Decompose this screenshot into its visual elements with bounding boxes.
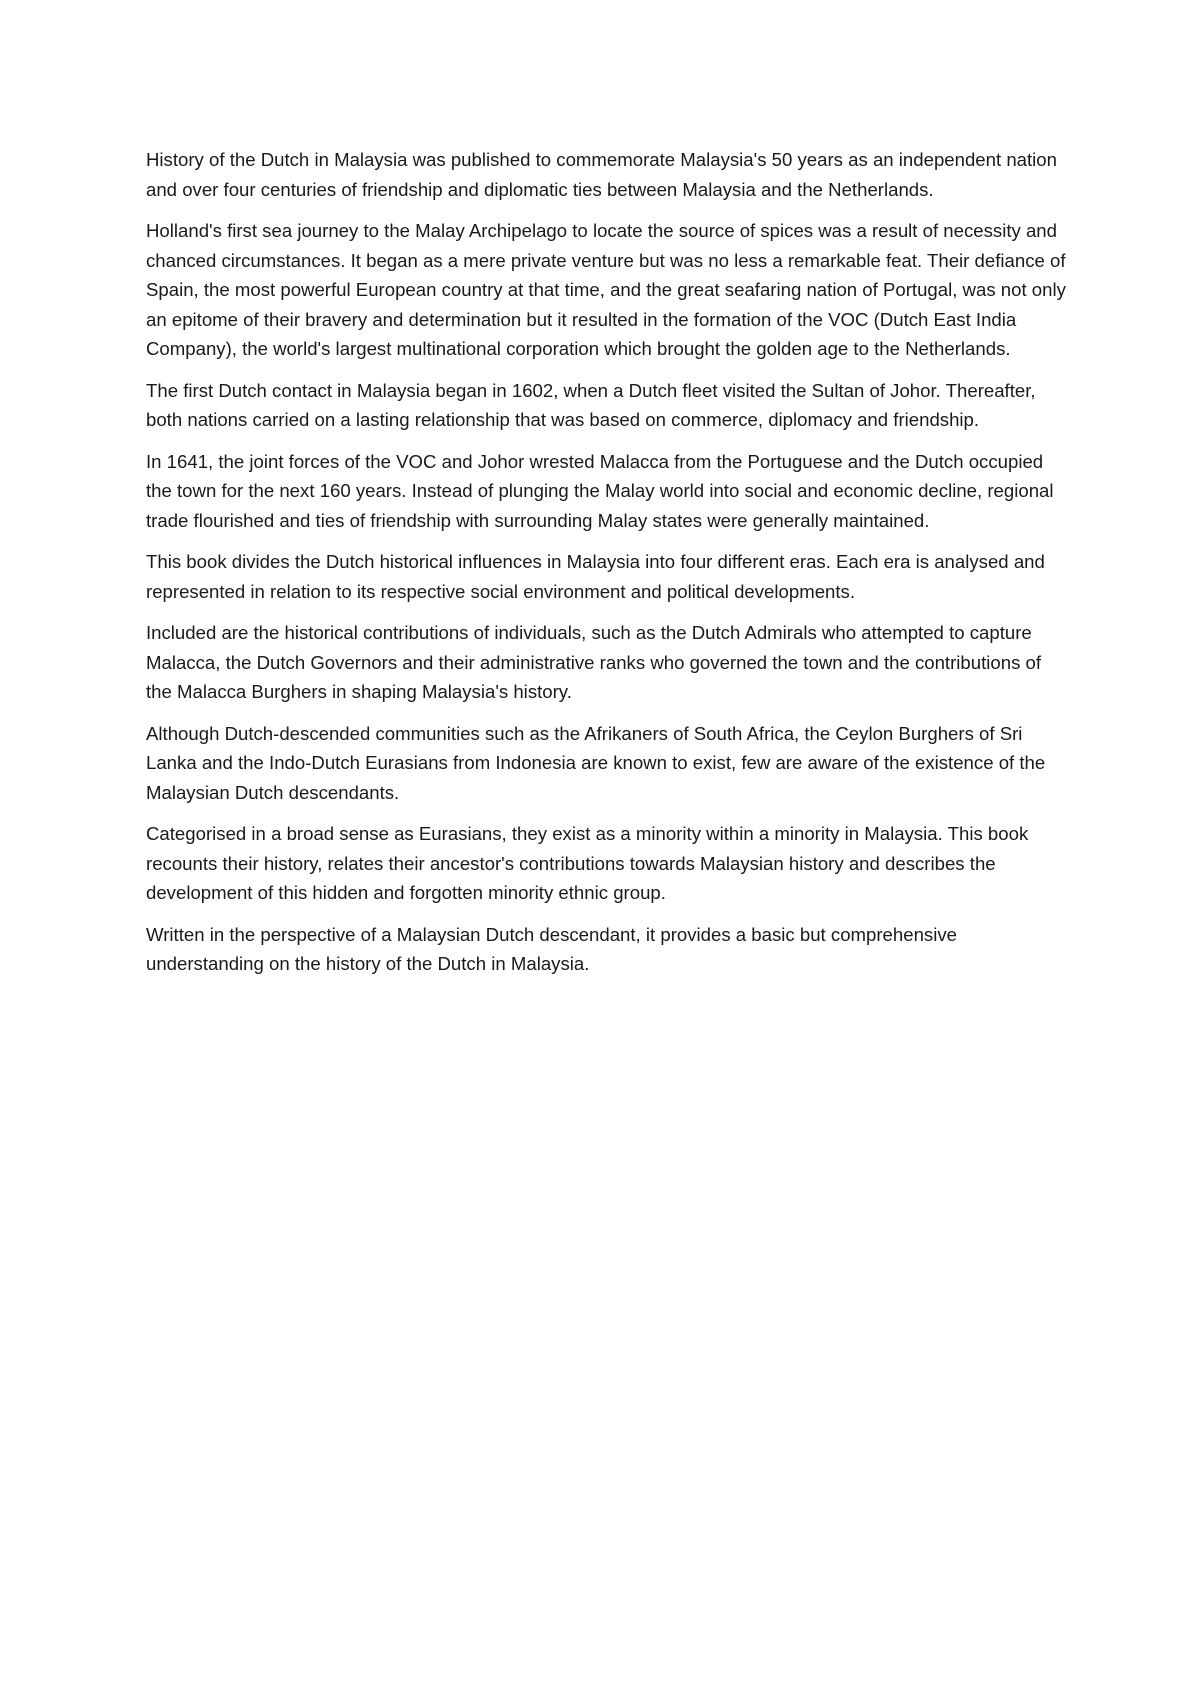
document-body <box>146 145 1066 991</box>
paragraph-3: The first Dutch contact in Malaysia began in 1602, when a Dutch fleet visited the Sultan of Johor. Thereafter, both nations carried on a lasting relationship that was based on commerce, diplomacy and friendship. <box>146 379 1036 430</box>
paragraph-8: Categorised in a broad sense as Eurasians, they exist as a minority within a minority in Malaysia. This book recounts their history, relates their ancestor's contributions towards Malaysian history and describes the development of this hidden and forgotten minority ethnic group. <box>146 823 1029 903</box>
paragraph-1: History of the Dutch in Malaysia was published to commemorate Malaysia's 50 years as an independent nation and over four centuries of friendship and diplomatic ties between Malaysia and the Netherlands. <box>146 149 1057 200</box>
paragraph-2: Holland's first sea journey to the Malay Archipelago to locate the source of spices was a result of necessity and chanced circumstances. It began as a mere private venture but was no less a remarkable feat. Their defiance of Spain, the most powerful European country at that time, and the great seafaring nation of Portugal, was not only an epitome of their bravery and determination but it resulted in the formation of the VOC (Dutch East India Company), the world's largest multinational corporation which brought the golden age to the Netherlands. <box>146 220 1066 359</box>
paragraph-6: Included are the historical contributions of individuals, such as the Dutch Admirals who attempted to capture Malacca, the Dutch Governors and their administrative ranks who governed the town and the contributions of the Malacca Burghers in shaping Malaysia's history. <box>146 622 1042 702</box>
paragraph-5: This book divides the Dutch historical influences in Malaysia into four different eras. Each era is analysed and represented in relation to its respective social environment and political developments. <box>146 551 1045 602</box>
paragraph-4: In 1641, the joint forces of the VOC and Johor wrested Malacca from the Portuguese and the Dutch occupied the town for the next 160 years. Instead of plunging the Malay world into social and economic decline, regional trade flourished and ties of friendship with surrounding Malay states were generally maintained. <box>146 450 1054 531</box>
paragraph-9: Written in the perspective of a Malaysian Dutch descendant, it provides a basic but comprehensive understanding on the history of the Dutch in Malaysia. <box>146 923 957 974</box>
paragraph-7: Although Dutch-descended communities such as the Afrikaners of South Africa, the Ceylon Burghers of Sri Lanka and the Indo-Dutch Eurasians from Indonesia are known to exist, few are aware of the existence of the Malaysian Dutch descendants. <box>146 722 1046 803</box>
